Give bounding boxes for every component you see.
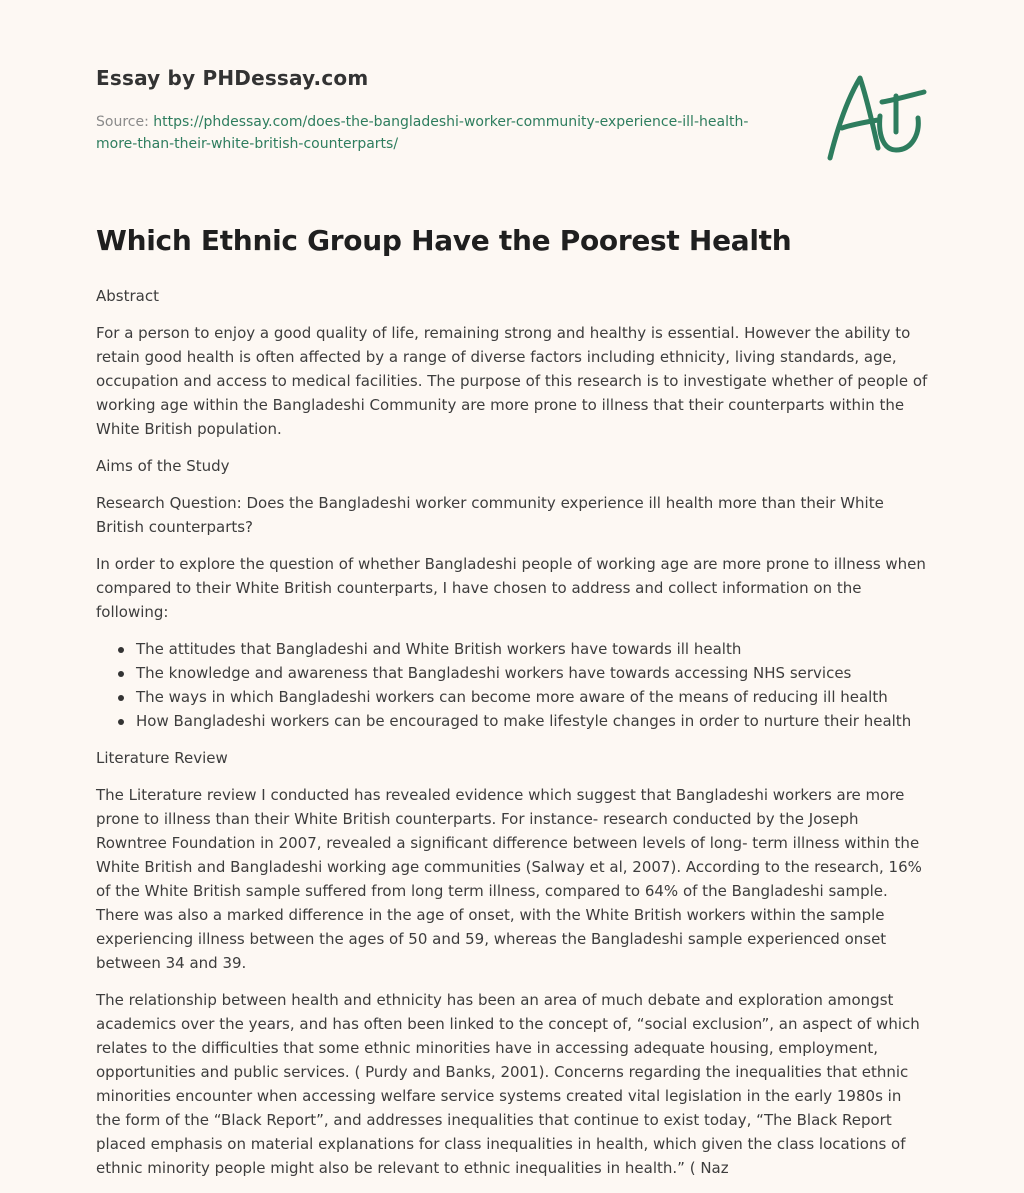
source-label: Source: bbox=[96, 114, 149, 130]
list-item: The ways in which Bangladeshi workers can become more aware of the means of reducing ill health bbox=[136, 685, 928, 709]
source-link[interactable]: https://phdessay.com/does-the-bangladeshi-worker-community-experience-ill-health-more-than-their-white-british-counterparts/ bbox=[96, 114, 749, 152]
abstract-heading: Abstract bbox=[96, 287, 159, 305]
article-body bbox=[96, 284, 928, 1193]
literature-paragraph-1: The Literature review I conducted has revealed evidence which suggest that Bangladeshi workers are more prone to illness than their White British counterparts. For instance- research conducted by the Joseph Rowntree Foundation in 2007, revealed a significant difference between levels of long- term illness within the White British and Bangladeshi working age communities (Salway et al, 2007). According to the research, 16% of the White British sample suffered from long term illness, compared to 64% of the Bangladeshi sample. There was also a marked difference in the age of onset, with the White British workers within the sample experiencing illness between the ages of 50 and 59, whereas the Bangladeshi sample experienced onset between 34 and 39. bbox=[96, 786, 922, 972]
literature-paragraph-2: The relationship between health and ethnicity has been an area of much debate and exploration amongst academics over the years, and has often been linked to the concept of, “social exclusion”, an aspect of which relates to the difficulties that some ethnic minorities have in accessing adequate housing, employment, opportunities and public services. ( Purdy and Banks, 2001). Concerns regarding the inequalities that ethnic minorities encounter when accessing welfare service systems created vital legislation in the early 1980s in the form of the “Black Report”, and addresses inequalities that continue to exist today, “The Black Report placed emphasis on material explanations for class inequalities in health, which given the class locations of ethnic minority people might also be relevant to ethnic inequalities in health.” ( Naz bbox=[96, 991, 920, 1177]
list-item: The attitudes that Bangladeshi and White British workers have towards ill health bbox=[136, 637, 928, 661]
research-question: Research Question: Does the Bangladeshi worker community experience ill health more than their White British counterparts? bbox=[96, 494, 884, 536]
a-plus-logo-icon bbox=[820, 66, 930, 166]
aims-heading: Aims of the Study bbox=[96, 457, 230, 475]
source-line bbox=[96, 111, 776, 155]
aims-list bbox=[96, 637, 928, 733]
article-title: Which Ethnic Group Have the Poorest Health bbox=[96, 224, 792, 257]
list-item: The knowledge and awareness that Bangladeshi workers have towards accessing NHS services bbox=[136, 661, 928, 685]
abstract-paragraph: For a person to enjoy a good quality of life, remaining strong and healthy is essential. However the ability to retain good health is often affected by a range of diverse factors including ethnicity, living standards, age, occupation and access to medical facilities. The purpose of this research is to investigate whether of people of working age within the Bangladeshi Community are more prone to illness that their counterparts within the White British population. bbox=[96, 324, 928, 438]
intro-paragraph: In order to explore the question of whether Bangladeshi people of working age are more prone to illness when compared to their White British counterparts, I have chosen to address and collect information on the following: bbox=[96, 555, 926, 621]
site-title: Essay by PHDessay.com bbox=[96, 66, 369, 90]
literature-heading: Literature Review bbox=[96, 749, 228, 767]
list-item: How Bangladeshi workers can be encouraged to make lifestyle changes in order to nurture their health bbox=[136, 709, 928, 733]
